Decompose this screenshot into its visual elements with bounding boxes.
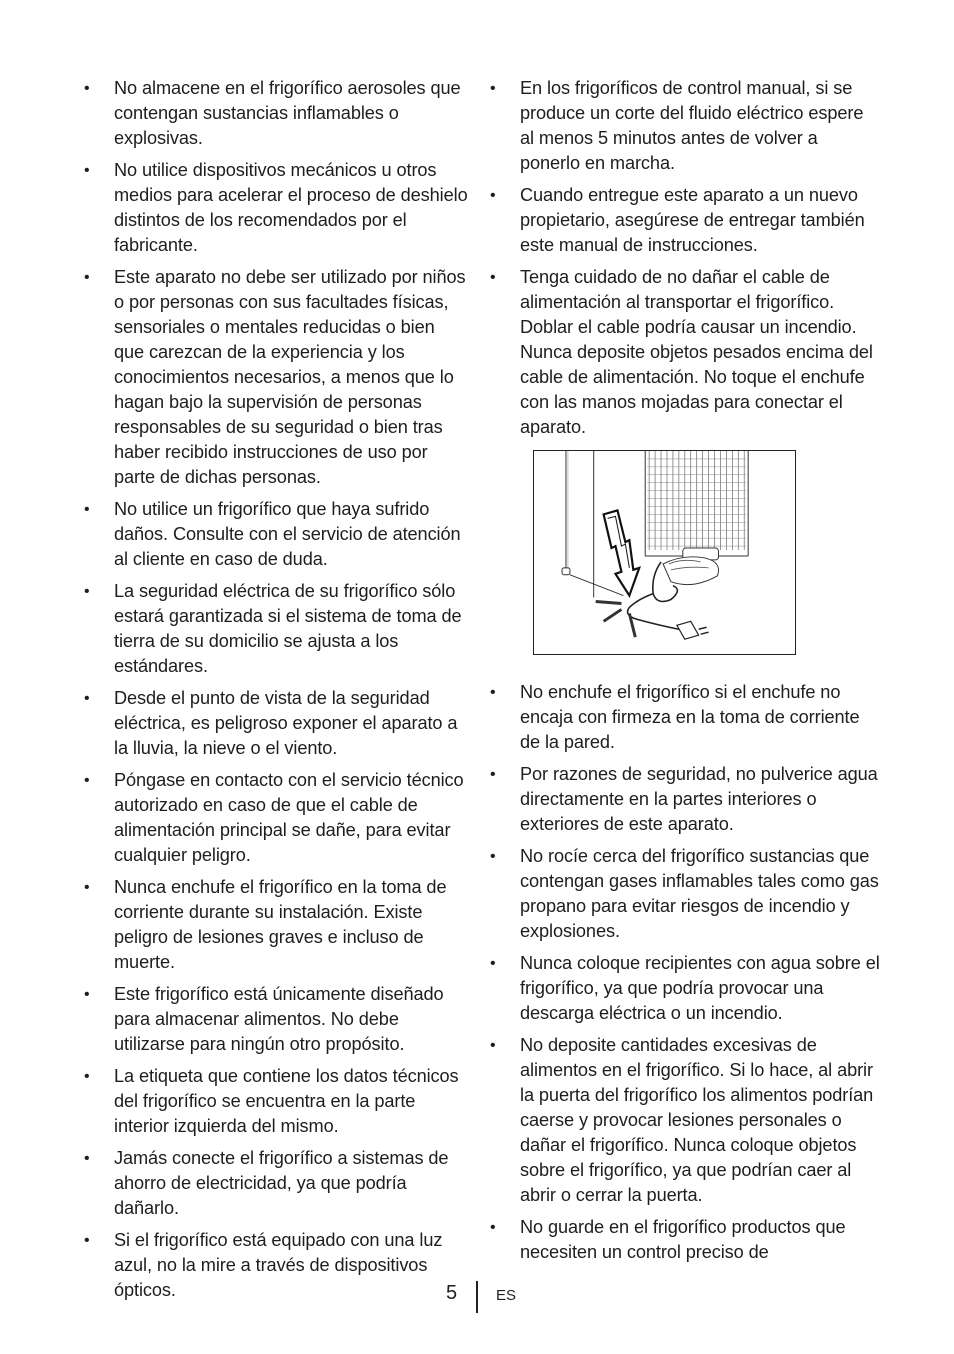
- list-item: • En los frigoríficos de control manual, si se produce un corte del fluido eléctrico espere al menos 5 minutos antes de volver a ponerlo en marcha.: [490, 78, 864, 173]
- right-column-top: [490, 76, 882, 447]
- bullet-icon: •: [84, 583, 90, 600]
- list-item: • La etiqueta que contiene los datos técnicos del frigorífico se encuentra en la parte interior izquierda del mismo.: [84, 1066, 459, 1136]
- list-item: • No utilice dispositivos mecánicos u otros medios para acelerar el proceso de deshielo distintos de los recomendados por el fabricante.: [84, 160, 468, 255]
- bullet-icon: •: [490, 1219, 496, 1236]
- bullet-icon: •: [84, 501, 90, 518]
- list-item: • Póngase en contacto con el servicio técnico autorizado en caso de que el cable de alimentación principal se dañe, para evitar cualquier peligro.: [84, 770, 464, 865]
- bullet-icon: •: [490, 1037, 496, 1054]
- bullet-icon: •: [84, 879, 90, 896]
- list-item: • Este aparato no debe ser utilizado por niños o por personas con sus facultades físicas, sensoriales o mentales reducidas o bien que carezcan de la experiencia y los conocimientos necesarios, a menos que lo hagan bajo la supervisión de personas responsables de su seguridad o bien tras haber recibido instrucciones de uso por parte de dichas personas.: [84, 267, 466, 487]
- bullet-icon: •: [490, 80, 496, 97]
- list-item: • No almacene en el frigorífico aerosoles que contengan sustancias inflamables o explosivas.: [84, 78, 461, 148]
- bullet-icon: •: [84, 269, 90, 286]
- list-item: • No utilice un frigorífico que haya sufrido daños. Consulte con el servicio de atención al cliente en caso de duda.: [84, 499, 461, 569]
- bullet-icon: •: [84, 1232, 90, 1249]
- bullet-icon: •: [84, 1068, 90, 1085]
- list-item: • Tenga cuidado de no dañar el cable de alimentación al transportar el frigorífico. Doblar el cable podría causar un incendio. Nunca deposite objetos pesados encima del cable de alimentación. No toque el enchufe con las manos mojadas para conectar el aparato.: [490, 267, 873, 437]
- right-bullet-list-bottom: [490, 680, 882, 1265]
- bullet-icon: •: [84, 162, 90, 179]
- list-item: • Por razones de seguridad, no pulverice agua directamente en la partes interiores o exteriores de este aparato.: [490, 764, 878, 834]
- bullet-icon: •: [490, 187, 496, 204]
- list-item: • Nunca coloque recipientes con agua sobre el frigorífico, ya que podría provocar una descarga eléctrica o un incendio.: [490, 953, 880, 1023]
- list-item: • No rocíe cerca del frigorífico sustancias que contengan gases inflamables tales como gas propano para evitar riesgos de incendio y explosiones.: [490, 846, 879, 941]
- bullet-icon: •: [84, 986, 90, 1003]
- bullet-icon: •: [84, 1150, 90, 1167]
- bullet-icon: •: [490, 269, 496, 286]
- list-item: • Este frigorífico está únicamente diseñado para almacenar alimentos. No debe utilizarse para ningún otro propósito.: [84, 984, 444, 1054]
- list-item: • Si el frigorífico está equipado con una luz azul, no la mire a través de dispositivos ópticos.: [84, 1230, 443, 1300]
- bullet-icon: •: [84, 772, 90, 789]
- bullet-icon: •: [490, 766, 496, 783]
- right-column-bottom: [490, 680, 882, 1272]
- list-item: • No guarde en el frigorífico productos que necesiten un control preciso de: [490, 1217, 846, 1262]
- left-bullet-list: [84, 76, 468, 1303]
- left-column: [84, 76, 468, 1310]
- bullet-icon: •: [84, 690, 90, 707]
- list-item: • No enchufe el frigorífico si el enchufe no encaja con firmeza en la toma de corriente de la pared.: [490, 682, 860, 752]
- bullet-icon: •: [490, 848, 496, 865]
- list-item: • Jamás conecte el frigorífico a sistemas de ahorro de electricidad, ya que podría dañarlo.: [84, 1148, 449, 1218]
- list-item: • Cuando entregue este aparato a un nuevo propietario, asegúrese de entregar también este manual de instrucciones.: [490, 185, 865, 255]
- bullet-icon: •: [490, 684, 496, 701]
- language-code: ES: [496, 1287, 517, 1304]
- fridge-power-cable-warning-icon: [533, 450, 796, 655]
- bullet-icon: •: [490, 955, 496, 972]
- list-item: • Desde el punto de vista de la seguridad eléctrica, es peligroso exponer el aparato a la lluvia, la nieve o el viento.: [84, 688, 458, 758]
- right-bullet-list-top: [490, 76, 882, 440]
- list-item: • La seguridad eléctrica de su frigorífico sólo estará garantizada si el sistema de toma de tierra de su domicilio se ajusta a los estándares.: [84, 581, 462, 676]
- page-number: 5: [446, 1282, 458, 1304]
- footer-divider: [476, 1281, 478, 1313]
- bullet-icon: •: [84, 80, 90, 97]
- list-item: • No deposite cantidades excesivas de alimentos en el frigorífico. Si lo hace, al abrir la puerta del frigorífico los alimentos podrían caerse y provocar lesiones personales o dañar el frigorífico. Nunca coloque objetos sobre el frigorífico, ya que podrían caer al abrir o cerrar la puerta.: [490, 1035, 874, 1205]
- list-item: • Nunca enchufe el frigorífico en la toma de corriente durante su instalación. Existe peligro de lesiones graves e incluso de muerte.: [84, 877, 447, 972]
